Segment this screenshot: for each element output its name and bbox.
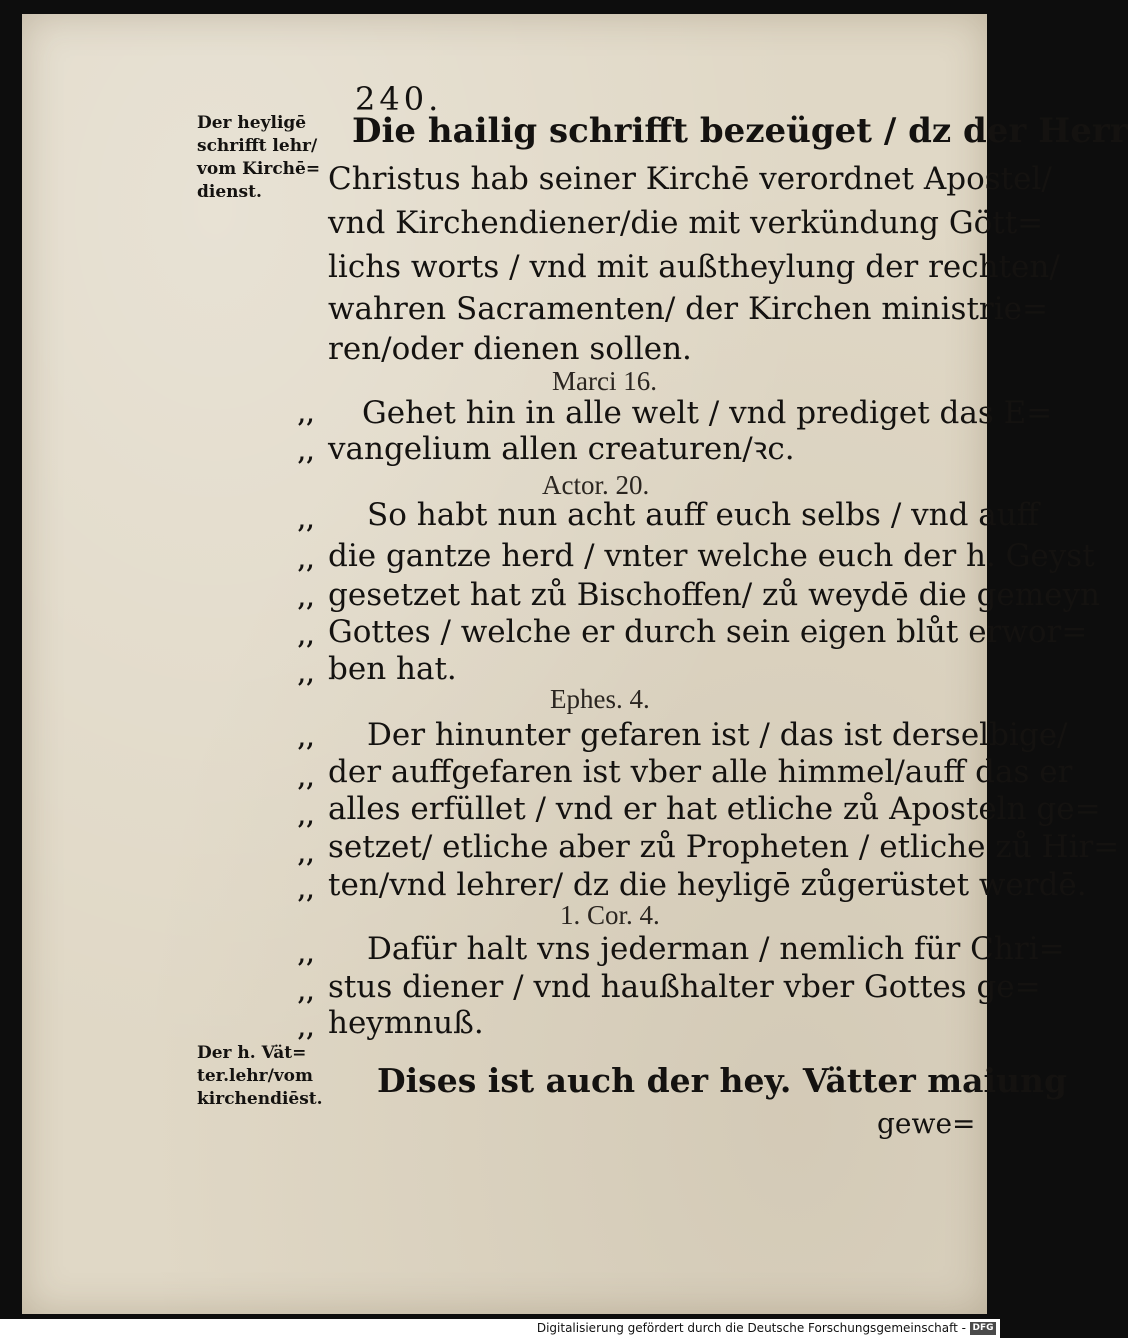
page-number: 240. [355, 80, 443, 118]
marginal-note-line: dienst. [197, 182, 262, 202]
quote-mark: ,, [298, 726, 316, 752]
body-line: vnd Kirchendiener/die mit verkündung Gött= [328, 205, 1044, 241]
quote-line: der auffgefaren ist vber alle himmel/auff das er [328, 754, 1073, 790]
quote-line: Gehet hin in alle welt / vnd prediget das E= [362, 395, 1053, 431]
quote-line: heymnuß. [328, 1005, 484, 1041]
quote-line: ben hat. [328, 651, 457, 687]
quote-line: die gantze herd / vnter welche euch der h. Geyst [328, 538, 1095, 574]
quote-line: alles erfüllet / vnd er hat etliche zů Aposteln ge= [328, 791, 1101, 827]
closing-line: Dises ist auch der hey. Vätter maiung [377, 1061, 1068, 1100]
quote-mark: ,, [298, 804, 316, 830]
quote-mark: ,, [298, 662, 316, 688]
marginal-note-line: Der h. Vät= [197, 1043, 307, 1063]
body-line: lichs worts / vnd mit außtheylung der rechten/ [328, 249, 1060, 285]
quote-line: setzet/ etliche aber zů Propheten / etliche zů Hir= [328, 829, 1120, 865]
body-line: wahren Sacramenten/ der Kirchen ministrie= [328, 291, 1048, 327]
marginal-note-line: vom Kirchē= [197, 159, 321, 179]
quote-mark: ,, [298, 624, 316, 650]
catchword: gewe= [877, 1107, 976, 1140]
quote-mark: ,, [298, 842, 316, 868]
marginal-note-line: kirchendiēst. [197, 1089, 323, 1109]
quote-line: Gottes / welche er durch sein eigen blůt erwor= [328, 614, 1088, 650]
body-line: Christus hab seiner Kirchē verordnet Apostel/ [328, 161, 1052, 197]
quote-line: stus diener / vnd haußhalter vber Gottes ge= [328, 969, 1041, 1005]
quote-mark: ,, [298, 766, 316, 792]
dfg-logo-icon: DFG [970, 1322, 996, 1335]
quote-mark: ,, [298, 878, 316, 904]
quote-mark: ,, [298, 402, 316, 428]
footer-credit: Digitalisierung gefördert durch die Deutsche Forschungsgemeinschaft - [536, 1321, 966, 1335]
marginal-note-line: Der heyligē [197, 113, 307, 133]
quote-mark: ,, [298, 586, 316, 612]
quote-mark: ,, [298, 1016, 316, 1042]
quote-line: gesetzet hat zů Bischoffen/ zů weydē die gemeyn [328, 577, 1100, 613]
marginal-note-scripture [197, 112, 327, 204]
scripture-reference: Ephes. 4. [550, 684, 650, 714]
quote-line: Dafür halt vns jederman / nemlich für Chri= [367, 931, 1065, 967]
body-line: ren/oder dienen sollen. [328, 331, 692, 367]
quote-line: So habt nun acht auff euch selbs / vnd auff [367, 497, 1039, 533]
footer-bar [0, 1319, 1000, 1338]
marginal-note-line: ter.lehr/vom [197, 1066, 313, 1086]
body-line: Die hailig schrifft bezeüget / dz der Herr [352, 111, 1128, 151]
quote-mark: ,, [298, 942, 316, 968]
scripture-reference: Marci 16. [552, 366, 657, 396]
quote-mark: ,, [298, 508, 316, 534]
marginal-note-fathers [197, 1042, 327, 1111]
scripture-reference: 1. Cor. 4. [560, 900, 660, 930]
quote-mark: ,, [298, 440, 316, 466]
quote-mark: ,, [298, 548, 316, 574]
book-page [22, 14, 1128, 1314]
quote-mark: ,, [298, 980, 316, 1006]
quote-line: vangelium allen creaturen/ꝛc. [328, 431, 795, 467]
marginal-note-line: schrifft lehr/ [197, 136, 318, 156]
quote-line: ten/vnd lehrer/ dz die heyligē zůgerüstet werdē. [328, 867, 1087, 903]
scripture-reference: Actor. 20. [542, 470, 650, 500]
quote-line: Der hinunter gefaren ist / das ist derselbige/ [367, 717, 1068, 753]
